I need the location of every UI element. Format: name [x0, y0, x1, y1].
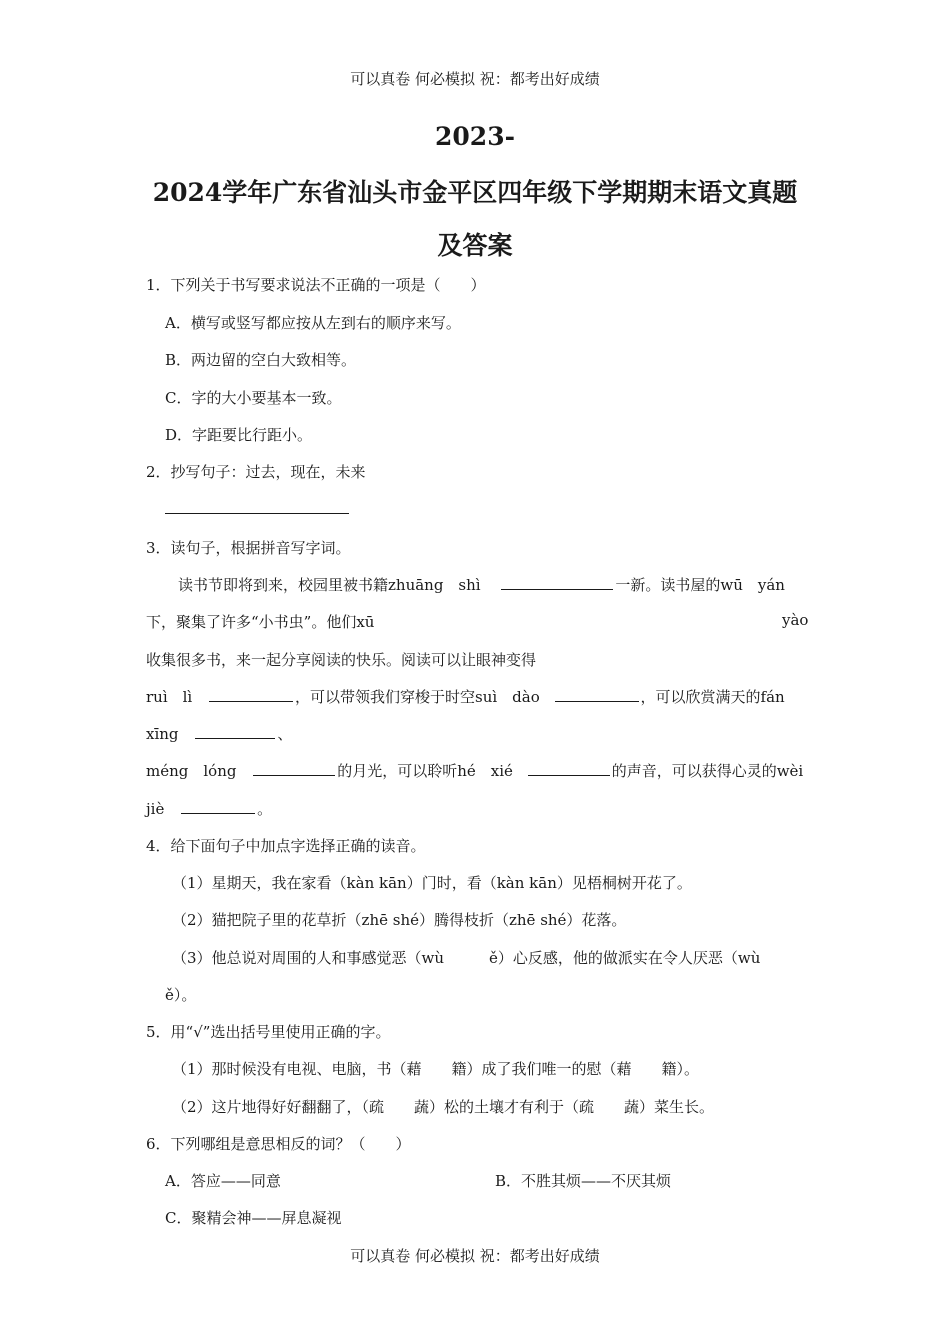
q3-blank-hexie[interactable] [528, 761, 610, 776]
q3-line-1 [178, 574, 785, 595]
q5-item-2: （2）这片地得好好翻翻了，（疏 蔬）松的土壤才有利于（疏 蔬）菜生长。 [172, 1098, 715, 1116]
q4-item-2: （2）猫把院子里的花草折（zhē shé）腾得枝折（zhē shé）花落。 [172, 911, 627, 929]
q6-option-a: A．答应——同意 [165, 1172, 281, 1190]
q3-l4-a: ruì lì [146, 688, 193, 706]
q3-blank-menglong[interactable] [253, 761, 335, 776]
q6-option-b: B．不胜其烦——不厌其烦 [495, 1172, 672, 1190]
q1-stem: 1．下列关于书写要求说法不正确的一项是（ ） [146, 276, 486, 294]
q3-l4-c: ，可以欣赏满天的fán [640, 688, 785, 706]
q3-l1-text: 读书节即将到来，校园里被书籍zhuāng shì [178, 576, 481, 594]
q3-line-6 [146, 760, 803, 781]
q2-answer-line[interactable] [165, 513, 349, 514]
q3-line-5 [146, 723, 292, 744]
title-line-1: 2023- [435, 122, 515, 151]
q1-option-a: A．横写或竖写都应按从左到右的顺序来写。 [165, 314, 461, 332]
q5-item-1: （1）那时候没有电视、电脑，书（藉 籍）成了我们唯一的慰（藉 籍）。 [172, 1060, 700, 1078]
q5-stem: 5．用“√”选出括号里使用正确的字。 [146, 1023, 391, 1041]
q3-stem: 3．读句子，根据拼音写字词。 [146, 539, 351, 557]
q1-option-b: B．两边留的空白大致相等。 [165, 351, 357, 369]
q1-option-c: C．字的大小要基本一致。 [165, 389, 342, 407]
q3-blank-ruili[interactable] [209, 687, 293, 702]
q3-blank-fanxing[interactable] [195, 724, 275, 739]
q3-l6-b: 的月光，可以聆听hé xié [337, 762, 513, 780]
q6-stem: 6．下列哪组是意思相反的词？（ ） [146, 1135, 411, 1153]
q3-l2-text: 下，聚集了许多“小书虫”。他们xū [146, 613, 375, 631]
q3-blank-suidao[interactable] [555, 687, 639, 702]
q3-l5-a: xīng [146, 725, 179, 743]
q3-line-4 [146, 686, 785, 707]
q1-option-d: D．字距要比行距小。 [165, 426, 313, 444]
q3-l3-text: 收集很多书，来一起分享阅读的快乐。阅读可以让眼神变得 [146, 651, 537, 669]
q3-l4-b: ，可以带领我们穿梭于时空suì dào [295, 688, 540, 706]
q4-item-3-cont: ě）。 [165, 986, 197, 1004]
page-footer: 可以真卷 何必模拟 祝：都考出好成绩 [350, 1247, 600, 1265]
q4-stem: 4．给下面句子中加点字选择正确的读音。 [146, 837, 426, 855]
title-line-2: 2024学年广东省汕头市金平区四年级下学期期末语文真题 [152, 178, 798, 207]
q3-l5-b: 、 [277, 725, 293, 743]
q3-l7-a: jiè [146, 800, 165, 818]
q3-l6-a: méng lóng [146, 762, 237, 780]
q3-l2-right: yào [782, 611, 809, 629]
q6-option-c: C．聚精会神——屏息凝视 [165, 1209, 342, 1227]
title-line-3: 及答案 [437, 231, 513, 260]
q4-item-1: （1）星期天，我在家看（kàn kān）门时，看（kàn kān）见梧桐树开花了。 [172, 874, 692, 892]
q3-line-7 [146, 798, 272, 819]
page-header: 可以真卷 何必模拟 祝：都考出好成绩 [350, 70, 600, 88]
q3-l7-b: 。 [257, 800, 273, 818]
q3-l1-after: 一新。读书屋的wū yán [615, 576, 785, 594]
q3-blank-zhuangshi[interactable] [501, 575, 613, 590]
q3-l6-c: 的声音，可以获得心灵的wèi [611, 762, 804, 780]
q3-blank-weijie[interactable] [181, 799, 255, 814]
q2-stem: 2．抄写句子：过去，现在，未来 [146, 463, 366, 481]
q4-item-3: （3）他总说对周围的人和事感觉恶（wù ě）心反感，他的做派实在令人厌恶（wù [172, 949, 761, 967]
